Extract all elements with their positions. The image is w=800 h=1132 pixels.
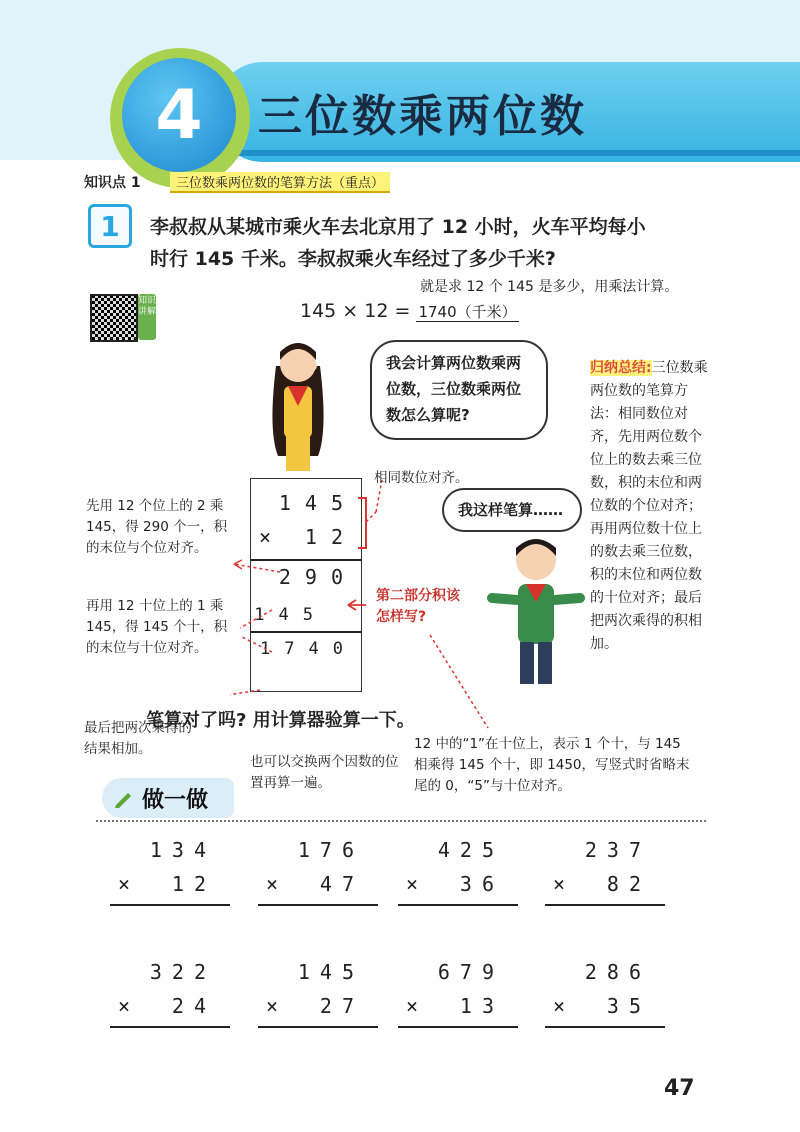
problem-multiplier: 27 — [319, 994, 364, 1018]
example-question-line2: 时行 145 千米。李叔叔乘火车经过了多少千米? — [150, 248, 556, 270]
practice-title: 做一做 — [142, 787, 209, 813]
note-first-step: 先用 12 个位上的 2 乘 145，得 290 个一，积的末位与个位对齐。 — [86, 498, 228, 556]
note-second-step: 再用 12 十位上的 1 乘 145，得 145 个十，积的末位与十位对齐。 — [86, 598, 228, 656]
problem-multiplicand: 145 — [297, 960, 364, 984]
equation-expression: 145 × 12 = — [300, 300, 411, 322]
problem-times-sign: × — [266, 872, 279, 896]
practice-divider — [96, 820, 706, 822]
problem-multiplier: 13 — [459, 994, 504, 1018]
problem-rule — [258, 904, 378, 906]
calc-partial-2: 145 — [254, 605, 327, 625]
summary-heading: 归纳总结: — [590, 360, 652, 376]
boy-speech-bubble: 我这样笔算…… — [442, 488, 582, 532]
problem-multiplier: 24 — [171, 994, 216, 1018]
unit-title: 三位数乘两位数 — [258, 91, 587, 142]
calc-times-sign: × — [259, 525, 272, 549]
calc-top: 145 — [278, 491, 357, 515]
problem-times-sign: × — [266, 994, 279, 1018]
problem-rule — [398, 904, 518, 906]
verify-text: 笔算对了吗? 用计算器验算一下。 — [146, 710, 415, 731]
problem-rule — [545, 904, 665, 906]
example-number-badge: 1 — [88, 204, 132, 248]
pencil-icon — [112, 787, 134, 809]
problem-times-sign: × — [118, 994, 131, 1018]
problem-multiplier: 35 — [606, 994, 651, 1018]
problem-multiplicand: 425 — [437, 838, 504, 862]
girl-speech-bubble: 我会计算两位数乘两位数，三位数乘两位数怎么算呢? — [370, 340, 548, 440]
problem-rule — [545, 1026, 665, 1028]
problem-times-sign: × — [553, 872, 566, 896]
problem-rule — [258, 1026, 378, 1028]
header-bar-edge — [230, 150, 800, 156]
example-question-line1: 李叔叔从某城市乘火车去北京用了 12 小时，火车平均每小 — [150, 216, 646, 238]
girl-illustration — [258, 336, 338, 471]
equation-answer: 1740（千米） — [418, 303, 517, 321]
problem-multiplicand: 237 — [584, 838, 651, 862]
problem-rule — [110, 904, 230, 906]
calc-multiplier: 12 — [304, 525, 357, 549]
problem-rule — [110, 1026, 230, 1028]
problem-multiplicand: 134 — [149, 838, 216, 862]
note-add: 最后把两次乘得的结果相加。 — [84, 720, 192, 757]
practice-tag — [102, 778, 234, 818]
problem-multiplier: 12 — [171, 872, 216, 896]
knowledge-point-text: 三位数乘两位数的笔算方法（重点） — [170, 172, 390, 193]
example-hint: 就是求 12 个 145 是多少，用乘法计算。 — [420, 279, 679, 295]
boy-illustration — [486, 530, 586, 690]
problem-rule — [398, 1026, 518, 1028]
knowledge-point-label: 知识点 1 — [84, 175, 141, 191]
problem-multiplier: 82 — [606, 872, 651, 896]
problem-multiplicand: 322 — [149, 960, 216, 984]
problem-multiplicand: 286 — [584, 960, 651, 984]
calc-total: 1740 — [260, 639, 357, 659]
problem-multiplier: 47 — [319, 872, 364, 896]
problem-times-sign: × — [406, 872, 419, 896]
note-align: 相同数位对齐。 — [374, 470, 469, 486]
example-equation — [300, 300, 519, 322]
note-swap: 也可以交换两个因数的位置再算一遍。 — [250, 754, 399, 791]
problem-multiplicand: 679 — [437, 960, 504, 984]
note-question: 第二部分积该怎样写? — [376, 588, 460, 625]
problem-times-sign: × — [553, 994, 566, 1018]
problem-multiplicand: 176 — [297, 838, 364, 862]
note-explain: 12 中的“1”在十位上，表示 1 个十，与 145 相乘得 145 个十，即 1450，写竖式时省略末尾的 0，“5”与十位对齐。 — [414, 736, 690, 794]
problem-times-sign: × — [118, 872, 131, 896]
calc-partial-1: 290 — [278, 565, 357, 589]
problem-times-sign: × — [406, 994, 419, 1018]
qr-code-icon[interactable] — [90, 294, 138, 342]
page-number: 47 — [664, 1076, 695, 1101]
unit-number-badge: 4 — [122, 58, 236, 172]
summary-box — [590, 357, 712, 656]
problem-multiplier: 36 — [459, 872, 504, 896]
qr-tag-label: 知识讲解 — [138, 294, 156, 340]
summary-body: 三位数乘两位数的笔算方法：相同数位对齐，先用两位数个位上的数去乘三位数，积的末位和两位数的个位对齐；再用两位数十位上的数去乘三位数，积的末位和两位数的十位对齐；最后把两次乘得的积相加。 — [590, 360, 708, 652]
